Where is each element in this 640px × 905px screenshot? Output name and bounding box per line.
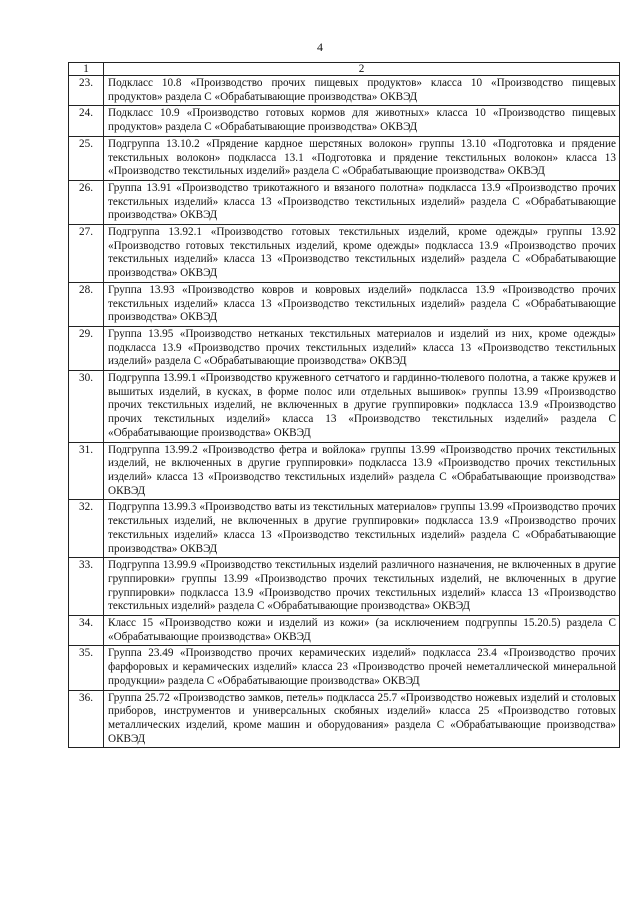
- row-description: Группа 23.49 «Производство прочих керамических изделий» подкласса 23.4 «Производство прочих фарфоровых и керамических изделий» класса 23 «Производство прочей неметаллической минеральной продукции» раздела С «Обрабатывающие производства» ОКВЭД: [104, 646, 620, 690]
- table-row: [69, 76, 620, 106]
- row-number: 35.: [69, 646, 104, 690]
- row-number: 34.: [69, 616, 104, 646]
- table-row: [69, 690, 620, 748]
- row-description: Класс 15 «Производство кожи и изделий из кожи» (за исключением подгруппы 15.20.5) раздела С «Обрабатывающие производства» ОКВЭД: [104, 616, 620, 646]
- table-row: [69, 282, 620, 326]
- row-number: 31.: [69, 442, 104, 500]
- table-row: [69, 558, 620, 616]
- row-description: Подгруппа 13.99.3 «Производство ваты из текстильных материалов» группы 13.99 «Производство прочих текстильных изделий, не включенных в другие группировки» подкласса 13.9 «Производство прочих текстильных изделий» класса 13 «Производство текстильных изделий» раздела С «Обрабатывающие производства» ОКВЭД: [104, 500, 620, 558]
- row-description: Подкласс 10.8 «Производство прочих пищевых продуктов» класса 10 «Производство пищевых продуктов» раздела С «Обрабатывающие производства» ОКВЭД: [104, 76, 620, 106]
- table-row: [69, 225, 620, 283]
- row-description: Группа 13.95 «Производство нетканых текстильных материалов и изделий из них, кроме одежды» подкласса 13.9 «Производство прочих текстильных изделий» класса 13 «Производство текстильных изделий» раздела С «Обрабатывающие производства» ОКВЭД: [104, 326, 620, 370]
- table-row: [69, 442, 620, 500]
- row-number: 28.: [69, 282, 104, 326]
- table-header-row: [69, 63, 620, 76]
- row-description: Группа 25.72 «Производство замков, петель» подкласса 25.7 «Производство ножевых изделий и столовых приборов, инструментов и универсальных скобяных изделий» класса 25 «Производство готовых металлических изделий, кроме машин и оборудования» раздела С «Обрабатывающие производства» ОКВЭД: [104, 690, 620, 748]
- row-description: Группа 13.91 «Производство трикотажного и вязаного полотна» подкласса 13.9 «Производство прочих текстильных изделий» класса 13 «Производство текстильных изделий» раздела С «Обрабатывающие производства» ОКВЭД: [104, 180, 620, 224]
- table-row: [69, 500, 620, 558]
- row-description: Группа 13.93 «Производство ковров и ковровых изделий» подкласса 13.9 «Производство прочих текстильных изделий» класса 13 «Производство текстильных изделий» раздела С «Обрабатывающие производства» ОКВЭД: [104, 282, 620, 326]
- row-number: 29.: [69, 326, 104, 370]
- row-number: 32.: [69, 500, 104, 558]
- table-row: [69, 616, 620, 646]
- row-description: Подгруппа 13.10.2 «Прядение кардное шерстяных волокон» группы 13.10 «Подготовка и прядение текстильных волокон» подкласса 13.1 «Подготовка и прядение текстильных волокон» класса 13 «Производство текстильных изделий» раздела С «Обрабатывающие производства» ОКВЭД: [104, 136, 620, 180]
- page-number: 4: [317, 40, 323, 54]
- table-row: [69, 646, 620, 690]
- row-number: 26.: [69, 180, 104, 224]
- row-description: Подгруппа 13.92.1 «Производство готовых текстильных изделий, кроме одежды» группы 13.92 «Производство готовых текстильных изделий, кроме одежды» подкласса 13.9 «Производство прочих текстильных изделий» класса 13 «Производство текстильных изделий» раздела С «Обрабатывающие производства» ОКВЭД: [104, 225, 620, 283]
- table-row: [69, 326, 620, 370]
- row-description: Подгруппа 13.99.9 «Производство текстильных изделий различного назначения, не включенных в другие группировки» группы 13.99 «Производство прочих текстильных изделий, не включенных в другие группировки» подкласса 13.9 «Производство прочих текстильных изделий» класса 13 «Производство текстильных изделий» раздела С «Обрабатывающие производства» ОКВЭД: [104, 558, 620, 616]
- row-number: 23.: [69, 76, 104, 106]
- header-cell-number: 1: [69, 63, 104, 76]
- row-number: 30.: [69, 371, 104, 443]
- row-number: 33.: [69, 558, 104, 616]
- okved-table: [68, 62, 620, 748]
- row-number: 25.: [69, 136, 104, 180]
- table-row: [69, 106, 620, 136]
- row-number: 36.: [69, 690, 104, 748]
- row-description: Подгруппа 13.99.1 «Производство кружевного сетчатого и гардинно-тюлевого полотна, а также кружев и вышитых изделий, в кусках, в форме полос или отдельных вышивок» группы 13.99 «Производство прочих текстильных изделий, не включенных в другие группировки» подкласса 13.9 «Производство прочих текстильных изделий» класса 13 «Производство текстильных изделий» раздела С «Обрабатывающие производства» ОКВЭД: [104, 371, 620, 443]
- row-description: Подкласс 10.9 «Производство готовых кормов для животных» класса 10 «Производство пищевых продуктов» раздела С «Обрабатывающие производства» ОКВЭД: [104, 106, 620, 136]
- row-description: Подгруппа 13.99.2 «Производство фетра и войлока» группы 13.99 «Производство прочих текстильных изделий, не включенных в другие группировки» подкласса 13.9 «Производство прочих текстильных изделий» класса 13 «Производство текстильных изделий» раздела С «Обрабатывающие производства» ОКВЭД: [104, 442, 620, 500]
- row-number: 24.: [69, 106, 104, 136]
- header-cell-description: 2: [104, 63, 620, 76]
- table-row: [69, 180, 620, 224]
- row-number: 27.: [69, 225, 104, 283]
- table-row: [69, 371, 620, 443]
- table-row: [69, 136, 620, 180]
